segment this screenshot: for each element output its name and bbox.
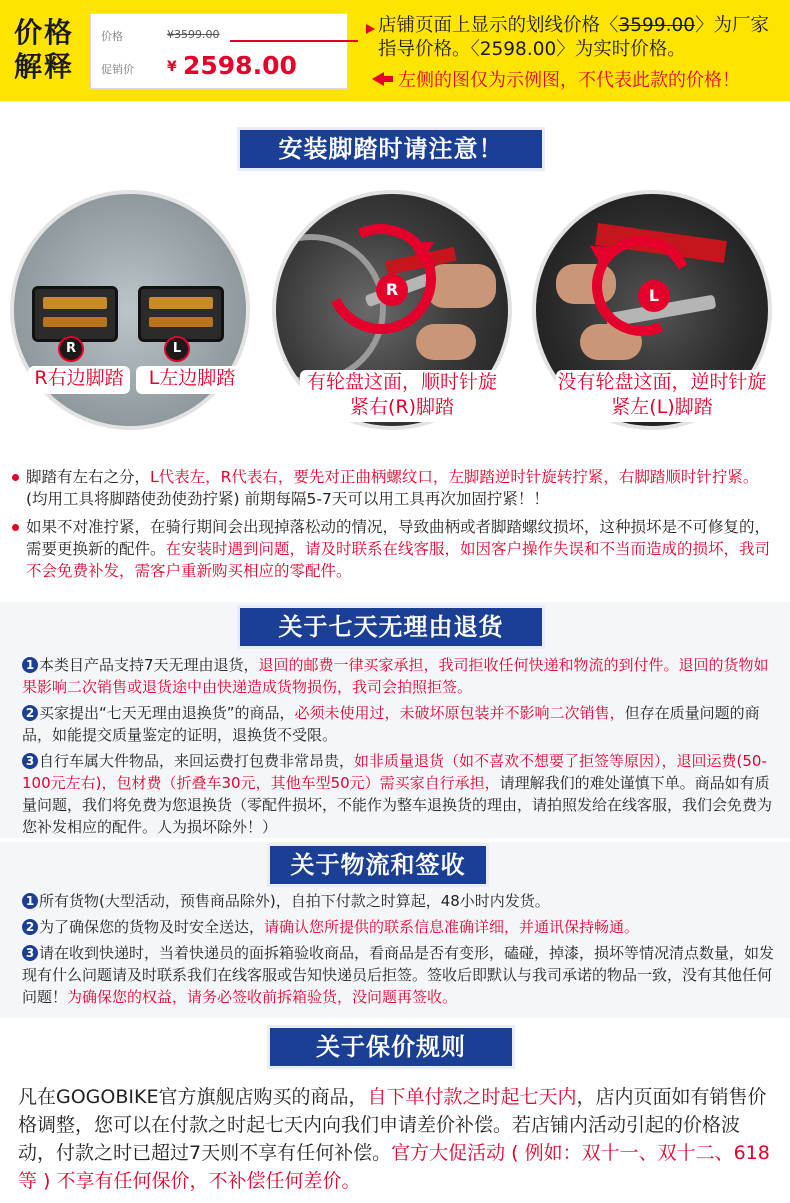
arrow-left-icon-shaft: [383, 76, 393, 82]
left-pedal-axle: L: [164, 336, 190, 362]
right-badge: R: [376, 274, 408, 306]
pedal-photo-left-right: [10, 190, 250, 430]
right-pedal-axle: R: [58, 336, 84, 362]
return-section-header: 关于七天无理由退货: [240, 608, 542, 646]
return-item-1: 1 本类目产品支持7天无理由退货，退回的邮费一律买家承担，我司拒收任何快递和物流的到付件。退回的货物如果影响二次销售或退货途中由快递造成货物损伤，我司会拍照拒签。: [22, 656, 769, 696]
return-item-2: 2 买家提出“七天无理由退换货”的商品，必须未使用过，未破坏原包装并不影响二次销售，但存在质量问题的商品，如能提交质量鉴定的证明，退换货不受限。: [22, 704, 760, 744]
number-badge-1: 1: [22, 893, 38, 909]
price-protect-text: 凡在GOGOBIKE官方旗舰店购买的商品，自下单付款之时起七天内，店内页面如有销售价格调整，您可以在付款之时起七天内向我们申请差价补偿。若店铺内活动引起的价格波动，付款之时已超过7天则不享有任何补偿。官方大促活动 ( 例如：双十一、双十二、618 等 ) 不享有任何保价，不补偿任何差价。: [18, 1086, 770, 1192]
bullet-icon: [12, 474, 19, 481]
logistics-item-1: 1 所有货物(大型活动，预售商品除外)，自拍下付款之时算起，48小时内发货。: [22, 890, 780, 912]
pedal-note-2: 如果不对准拧紧，在骑行期间会出现掉落松动的情况，导致曲柄或者脚踏螺纹损坏，这种损坏是不可修复的，需要更换新的配件。在安装时遇到问题，请及时联系在线客服，如因客户操作失误和不当而造成的损坏，我司不会免费补发，需客户重新购买相应的零配件。: [26, 518, 771, 580]
sale-price-currency: ¥: [167, 59, 177, 75]
price-note-disclaimer: 左侧的图仅为示例图，不代表此款的价格！: [398, 70, 740, 91]
logistics-item-3: 3 请在收到快递时，当着快递员的面拆箱验收商品，看商品是否有变形，磕碰，掉漆，损坏等情况清点数量，如发现有什么问题请及时联系我们在线客服或告知快递员后拒签。签收后即默认与我司承诺的物品一致，没有其他任何问题！为确保您的权益，请务必签收前拆箱验货，没问题再签收。: [22, 944, 775, 1006]
left-badge: L: [638, 280, 670, 312]
number-badge-3: 3: [22, 753, 38, 769]
original-price: ¥3599.00: [167, 28, 220, 41]
number-badge-1: 1: [22, 657, 38, 673]
logistics-item-2: 2 为了确保您的货物及时安全送达，请确认您所提供的联系信息准确详细，并通讯保持畅通。: [22, 916, 780, 938]
sale-price-label: 促销价: [101, 63, 134, 76]
pointer-line: [230, 40, 358, 42]
bullet-icon: [12, 524, 19, 531]
arrow-right-icon: [366, 24, 375, 34]
number-badge-2: 2: [22, 705, 38, 721]
original-price-label: 价格: [101, 30, 123, 43]
right-pedal-label: R右边脚踏: [28, 366, 130, 394]
sale-price: 2598.00: [183, 51, 297, 80]
price-protect-section-header: 关于保价规则: [270, 1028, 512, 1066]
return-item-3: 3 自行车属大件物品，来回运费打包费非常昂贵，如非质量退货（如不喜欢不想要了拒签等原因），退回运费(50-100元左右)，包材费（折叠车30元，其他车型50元）需买家自行承担，请理解我们的难处谨慎下单。商品如有质量问题，我们将免费为您退换货（零配件损坏，不能作为整车退换货的理由，请拍照发给在线客服，我们会免费为您补发相应的配件。人为损坏除外！）: [22, 752, 773, 836]
left-pedal-label: L左边脚踏: [136, 366, 248, 394]
right-pedal-image: [32, 286, 118, 342]
price-protect-body: [0, 1073, 790, 1203]
logistics-section-header: 关于物流和签收: [270, 846, 486, 884]
number-badge-3: 3: [22, 945, 38, 961]
price-explanation-title: 价格解释: [14, 16, 75, 83]
hand-image: [426, 264, 496, 308]
price-explanation-banner: [0, 0, 790, 101]
number-badge-2: 2: [22, 919, 38, 935]
price-note-guide: 店铺页面上显示的划线价格〈3599.00〉为厂家指导价格。〈2598.00〉为实时价格。: [378, 15, 770, 60]
price-sample-box: [90, 13, 348, 89]
pedal-note-1: 脚踏有左右之分，L代表左，R代表右，要先对正曲柄螺纹口，左脚踏逆时针旋转拧紧，右脚踏顺时针拧紧。(均用工具将脚踏使劲使劲拧紧) 前期每隔5-7天可以用工具再次加固拧紧！！: [26, 468, 759, 508]
pedal-section-header: 安装脚踏时请注意！: [240, 130, 542, 168]
left-pedal-image: [138, 286, 224, 342]
hand-image-lower: [416, 324, 476, 360]
install-left-caption: 没有轮盘这面，逆时针旋紧左(L)脚踏: [556, 370, 768, 422]
install-right-caption: 有轮盘这面，顺时针旋紧右(R)脚踏: [300, 370, 504, 422]
